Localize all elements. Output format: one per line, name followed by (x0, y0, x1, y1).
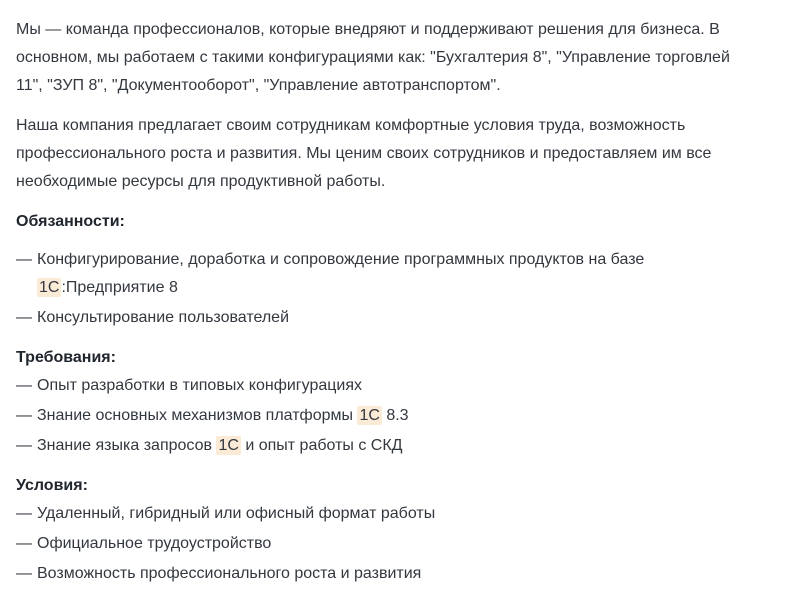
list-item (16, 432, 752, 460)
list-item-text: Конфигурирование, доработка и сопровождение программных продуктов на базе 1С :Предприятие 8 (37, 251, 645, 296)
dash-bullet: — (16, 437, 32, 454)
highlighted-term: 1С (39, 279, 60, 296)
list-item (16, 402, 752, 430)
list-item (16, 304, 752, 332)
sections (16, 208, 752, 588)
dash-bullet: — (16, 505, 32, 522)
list-item (16, 246, 752, 302)
dash-bullet: — (16, 377, 32, 394)
dash-bullet: — (16, 309, 32, 326)
list-item (16, 530, 752, 558)
list-item (16, 560, 752, 588)
list-item-text: Знание основных механизмов платформы 1С 8.3 (37, 407, 409, 424)
dash-bullet: — (16, 407, 32, 424)
dash-bullet: — (16, 251, 32, 268)
dash-bullet: — (16, 535, 32, 552)
dash-bullet: — (16, 565, 32, 582)
company-paragraph: Наша компания предлагает своим сотрудникам комфортные условия труда, возможность профессионального роста и развития. Мы ценим своих сотрудников и предоставляем им все необходимые ресурсы для продуктивной работы. (16, 117, 712, 190)
bullet-list (16, 500, 752, 588)
section-responsibilities (16, 208, 752, 332)
section-requirements (16, 344, 752, 460)
section-heading: Условия: (16, 477, 88, 494)
list-item-text: Опыт разработки в типовых конфигурациях (37, 377, 363, 394)
list-item-text: Удаленный, гибридный или офисный формат работы (37, 505, 436, 522)
bullet-list (16, 246, 752, 332)
list-item (16, 372, 752, 400)
list-item-text: Возможность профессионального роста и развития (37, 565, 422, 582)
section-heading: Обязанности: (16, 213, 125, 230)
section-heading: Требования: (16, 349, 116, 366)
highlighted-term: 1С (218, 437, 239, 454)
list-item-text: Знание языка запросов 1С и опыт работы с СКД (37, 437, 403, 454)
intro-paragraph: Мы — команда профессионалов, которые внедряют и поддерживают решения для бизнеса. В основном, мы работаем с такими конфигурациями как: "Бухгалтерия 8", "Управление торговлей 11", "ЗУП 8", "Документооборот", "Управление автотранспортом". (16, 21, 730, 94)
list-item-text: Официальное трудоустройство (37, 535, 272, 552)
section-conditions (16, 472, 752, 588)
list-item (16, 500, 752, 528)
bullet-list (16, 372, 752, 460)
highlighted-term: 1С (359, 407, 380, 424)
list-item-text: Консультирование пользователей (37, 309, 290, 326)
